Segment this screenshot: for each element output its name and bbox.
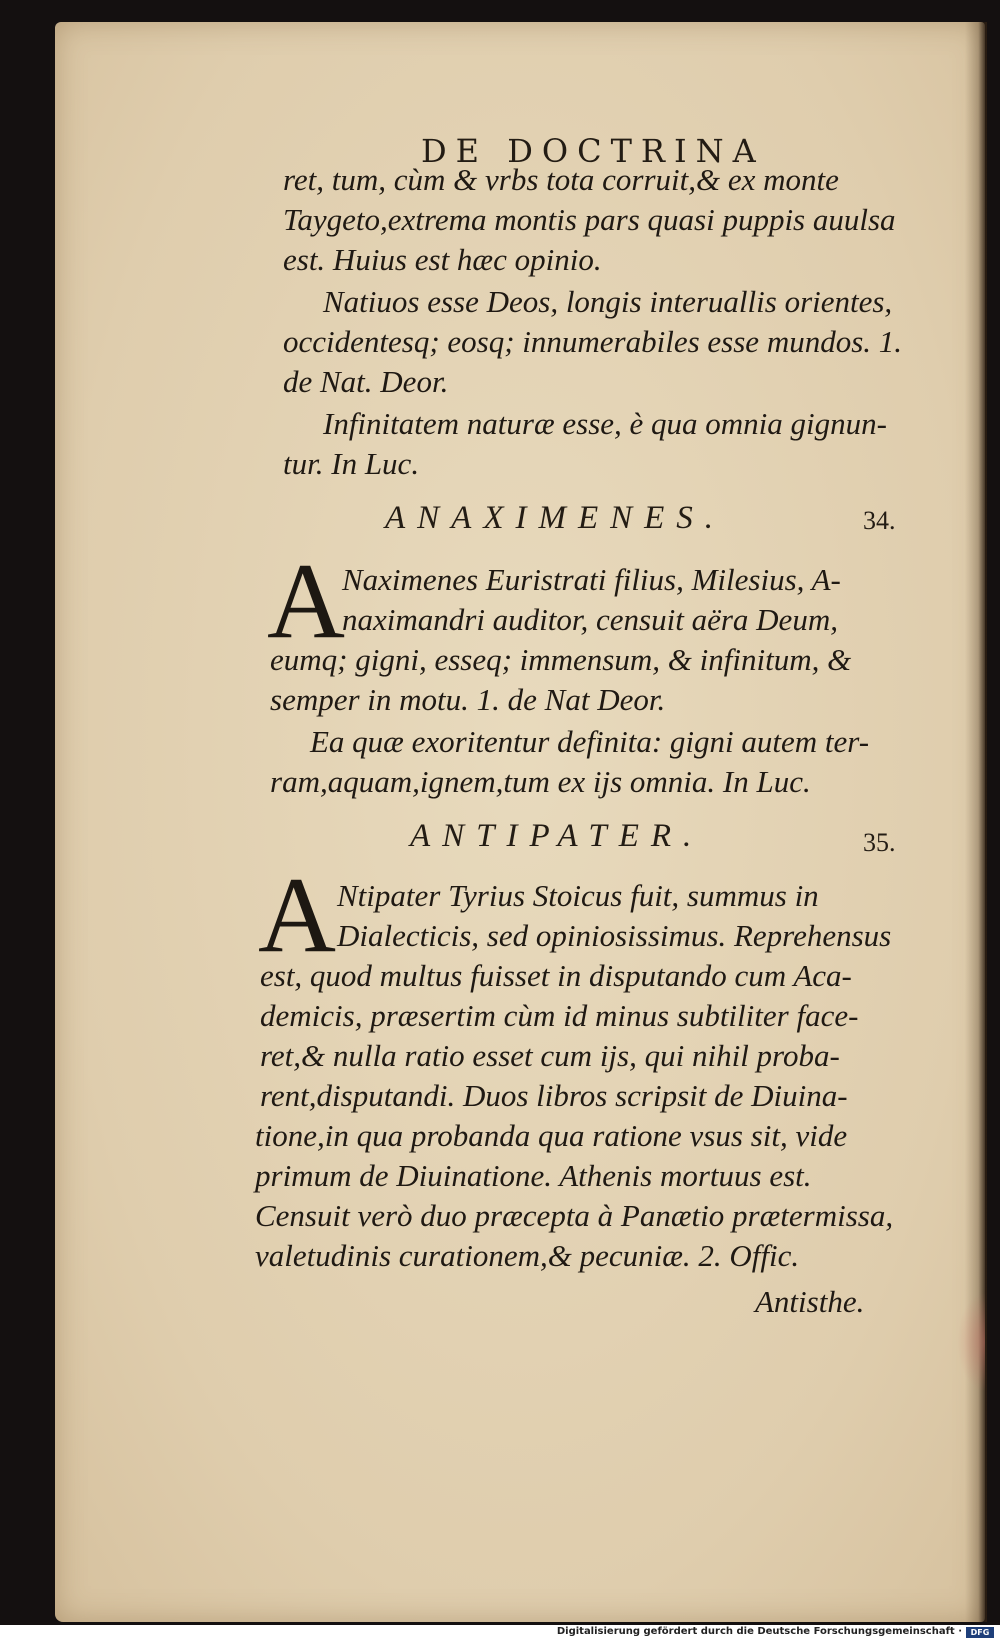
intro-line-5: occidentesq; eosq; innumerabiles esse mundos. 1. xyxy=(283,324,903,359)
drop-cap-anaximenes: A xyxy=(267,542,345,661)
section-number-35: 35. xyxy=(863,828,896,857)
anaximenes-line-4: semper in motu. 1. de Nat Deor. xyxy=(270,682,666,717)
book-page xyxy=(55,22,985,1622)
antipater-line-8: primum de Diuinatione. Athenis mortuus est. xyxy=(255,1158,812,1193)
dfg-logo: DFG xyxy=(966,1627,994,1638)
antipater-line-5: ret,& nulla ratio esset cum ijs, qui nihil proba- xyxy=(260,1038,840,1073)
anaximenes-line-3: eumq; gigni, esseq; immensum, & infinitum, & xyxy=(270,642,852,677)
intro-line-4: Natiuos esse Deos, longis interuallis orientes, xyxy=(323,284,893,319)
digitization-footer xyxy=(0,1625,1000,1641)
page-text xyxy=(55,22,985,1622)
intro-line-7: Infinitatem naturæ esse, è qua omnia gignun- xyxy=(323,406,887,441)
section-number-34: 34. xyxy=(863,506,896,535)
intro-line-8: tur. In Luc. xyxy=(283,446,420,481)
footer-credit-text: Digitalisierung gefördert durch die Deutsche Forschungsgemeinschaft · xyxy=(556,1626,962,1637)
anaximenes-line-1: Naximenes Euristrati filius, Milesius, A- xyxy=(342,562,841,597)
antipater-line-2: Dialecticis, sed opiniosissimus. Reprehensus xyxy=(337,918,892,953)
anaximenes-line-5: Ea quæ exoritentur definita: gigni autem ter- xyxy=(310,724,870,759)
section-title-antipater: ANTIPATER. xyxy=(410,818,704,854)
intro-line-6: de Nat. Deor. xyxy=(283,364,449,399)
anaximenes-line-2: naximandri auditor, censuit aëra Deum, xyxy=(342,602,838,637)
intro-line-3: est. Huius est hæc opinio. xyxy=(283,242,602,277)
intro-line-1: ret, tum, cùm & vrbs tota corruit,& ex monte xyxy=(283,162,839,197)
antipater-line-7: tione,in qua probanda qua ratione vsus sit, vide xyxy=(255,1118,848,1153)
intro-line-2: Taygeto,extrema montis pars quasi puppis auulsa xyxy=(283,202,896,237)
antipater-line-10: valetudinis curationem,& pecuniæ. 2. Offic. xyxy=(255,1238,800,1273)
drop-cap-antipater: A xyxy=(258,856,336,975)
antipater-line-3: est, quod multus fuisset in disputando cum Aca- xyxy=(260,958,852,993)
antipater-line-9: Censuit verò duo præcepta à Panætio prætermissa, xyxy=(255,1198,894,1233)
catchword: Antisthe. xyxy=(755,1284,865,1319)
antipater-line-4: demicis, præsertim cùm id minus subtiliter face- xyxy=(260,998,859,1033)
anaximenes-line-6: ram,aquam,ignem,tum ex ijs omnia. In Luc. xyxy=(270,764,811,799)
section-title-anaximenes: ANAXIMENES. xyxy=(385,500,726,536)
antipater-line-6: rent,disputandi. Duos libros scripsit de Diuina- xyxy=(260,1078,848,1113)
antipater-line-1: Ntipater Tyrius Stoicus fuit, summus in xyxy=(337,878,819,913)
running-head: DE DOCTRINA xyxy=(421,132,765,170)
